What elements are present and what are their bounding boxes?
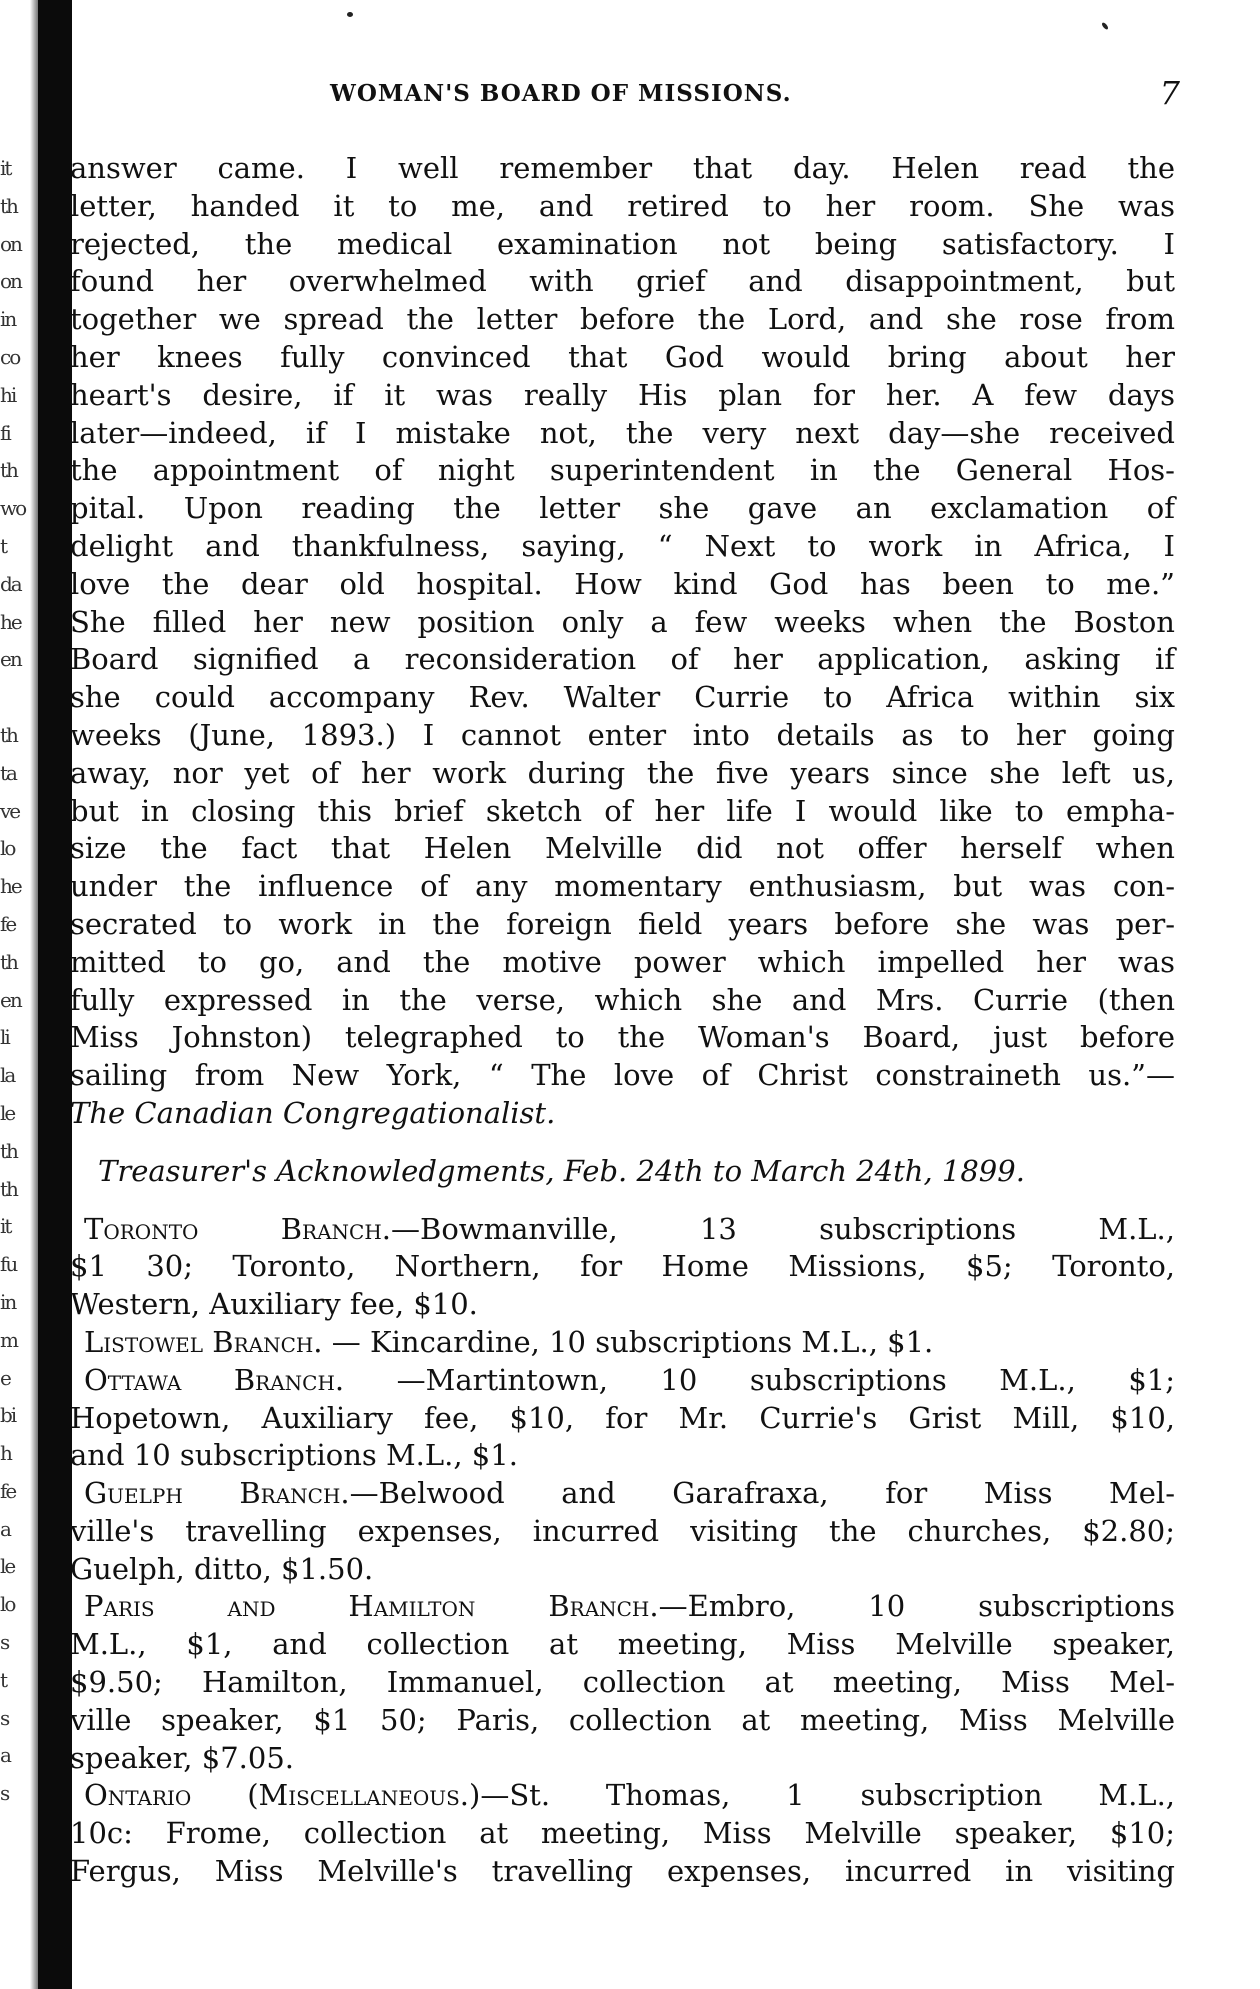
edge-fragment: e — [0, 1365, 10, 1390]
edge-fragment: fi — [0, 420, 10, 445]
acknowledgment-line — [70, 1437, 1175, 1475]
acknowledgment-line — [70, 1362, 1175, 1400]
acknowledgment-line — [70, 1513, 1175, 1551]
acknowledgment-text: —Bowmanville, 13 subscriptions M.L., — [391, 1211, 1175, 1246]
article-source: The Canadian Congregationalist. — [70, 1095, 556, 1130]
article-line: found her overwhelmed with grief and disappointment, but — [70, 264, 1175, 299]
acknowledgment-line — [70, 1475, 1175, 1513]
edge-fragment — [0, 679, 36, 717]
edge-fragment: it — [0, 156, 11, 180]
edge-fragment: th — [0, 1138, 17, 1163]
edge-fragment: t — [0, 1667, 7, 1692]
article-line: secrated to work in the foreign field years before she was per- — [70, 906, 1175, 941]
acknowledgment-text: —St. Thomas, 1 subscription M.L., — [480, 1778, 1176, 1813]
edge-fragment: wo — [0, 496, 26, 521]
edge-fragment: a — [0, 1743, 10, 1768]
acknowledgment-line — [70, 1777, 1175, 1815]
article-text — [70, 150, 1175, 1095]
branch-name: Guelph Branch. — [84, 1476, 350, 1511]
edge-fragment: h — [0, 1441, 11, 1466]
acknowledgment-line — [70, 1551, 1175, 1589]
edge-fragment: ve — [0, 798, 20, 823]
edge-fragment: s — [0, 1630, 9, 1655]
article-line: under the influence of any momentary enthusiasm, but was con- — [70, 869, 1175, 904]
edge-fragment: le — [0, 1100, 15, 1125]
article-line: Board signified a reconsideration of her application, asking if — [70, 642, 1175, 677]
article-line: heart's desire, if it was really His plan for her. A few days — [70, 377, 1175, 412]
edge-fragment: on — [0, 231, 21, 256]
edge-fragment: en — [0, 987, 21, 1012]
edge-fragment: lo — [0, 836, 15, 861]
edge-fragment: th — [0, 458, 17, 483]
acknowledgment-text: Fergus, Miss Melville's travelling expenses, incurred in visiting — [70, 1854, 1175, 1889]
article-line: fully expressed in the verse, which she and Mrs. Currie (then — [70, 982, 1175, 1017]
edge-fragment: a — [0, 1516, 10, 1541]
edge-fragment: th — [0, 1176, 17, 1201]
acknowledgment-text: —Belwood and Garafraxa, for Miss Mel- — [349, 1476, 1175, 1511]
article-line: her knees fully convinced that God would bring about her — [70, 339, 1175, 374]
edge-fragment: on — [0, 269, 21, 294]
acknowledgment-line — [70, 1740, 1175, 1778]
acknowledgment-text: —Embro, 10 subscriptions — [658, 1589, 1175, 1624]
acknowledgment-text: and 10 subscriptions M.L., $1. — [70, 1438, 518, 1473]
acknowledgment-text: Hopetown, Auxiliary fee, $10, for Mr. Currie's Grist Mill, $10, — [70, 1400, 1175, 1435]
article-line: pital. Upon reading the letter she gave an exclamation of — [70, 491, 1175, 526]
binding-gutter — [38, 0, 72, 1989]
branch-name: Toronto Branch. — [84, 1211, 392, 1246]
article-line: delight and thankfulness, saying, “ Next to work in Africa, I — [70, 528, 1175, 563]
edge-fragment: fe — [0, 911, 16, 936]
edge-fragment: th — [0, 722, 17, 747]
acknowledgment-line — [70, 1702, 1175, 1740]
branch-name: Ontario (Miscellaneous.) — [84, 1778, 481, 1813]
article-line: She filled her new position only a few weeks when the Boston — [70, 604, 1175, 639]
acknowledgment-line — [70, 1853, 1175, 1891]
acknowledgment-line — [70, 1248, 1175, 1286]
branch-name: Listowel Branch. — [84, 1324, 323, 1359]
edge-fragment: la — [0, 1063, 15, 1088]
acknowledgment-text: $9.50; Hamilton, Immanuel, collection at meeting, Miss Mel- — [70, 1665, 1175, 1700]
edge-fragment: li — [0, 1025, 9, 1050]
acknowledgment-line — [70, 1815, 1175, 1853]
article-line: she could accompany Rev. Walter Currie to Africa within six — [70, 680, 1175, 715]
edge-fragment: t — [0, 533, 7, 558]
edge-fragment: le — [0, 1554, 15, 1579]
acknowledgment-text: speaker, $7.05. — [70, 1740, 294, 1775]
branch-name: Ottawa Branch. — [84, 1362, 345, 1397]
acknowledgment-text: M.L., $1, and collection at meeting, Miss Melville speaker, — [70, 1627, 1175, 1662]
article-line: love the dear old hospital. How kind God has been to me.” — [70, 566, 1175, 601]
edge-fragment: th — [0, 949, 17, 974]
acknowledgment-line — [70, 1324, 1175, 1362]
edge-fragment: fe — [0, 1478, 16, 1503]
acknowledgment-text: 10c: Frome, collection at meeting, Miss Melville speaker, $10; — [70, 1816, 1175, 1851]
acknowledgment-text: Western, Auxiliary fee, $10. — [70, 1287, 478, 1322]
article-line: Miss Johnston) telegraphed to the Woman's Board, just before — [70, 1020, 1175, 1055]
acknowledgment-text: — Kincardine, 10 subscriptions M.L., $1. — [322, 1324, 934, 1359]
article-line: rejected, the medical examination not being satisfactory. I — [70, 226, 1175, 261]
acknowledgment-text: $1 30; Toronto, Northern, for Home Missions, $5; Toronto, — [70, 1249, 1175, 1284]
edge-fragment: s — [0, 1705, 9, 1730]
edge-fragment: ta — [0, 760, 16, 785]
branch-name: Paris and Hamilton Branch. — [84, 1589, 659, 1624]
article-line: together we spread the letter before the Lord, and she rose from — [70, 302, 1175, 337]
edge-fragment: fu — [0, 1252, 17, 1277]
edge-fragment: lo — [0, 1592, 15, 1617]
acknowledgment-line — [70, 1588, 1175, 1626]
article-line: letter, handed it to me, and retired to her room. She was — [70, 188, 1175, 223]
edge-fragment: en — [0, 647, 21, 672]
edge-fragment: hi — [0, 382, 16, 407]
edge-fragment: in — [0, 1289, 16, 1314]
edge-fragment: bi — [0, 1403, 16, 1428]
acknowledgment-line — [70, 1626, 1175, 1664]
edge-fragment: it — [0, 1214, 11, 1239]
acknowledgment-line — [70, 1664, 1175, 1702]
acknowledgments-heading: Treasurer's Acknowledgments, Feb. 24th to March 24th, 1899. — [98, 1153, 1025, 1188]
acknowledgment-text: Guelph, ditto, $1.50. — [70, 1551, 374, 1586]
acknowledgments-list — [70, 1211, 1175, 1891]
article-line: size the fact that Helen Melville did not offer herself when — [70, 831, 1175, 866]
page-number: 7 — [1159, 74, 1180, 112]
acknowledgment-line — [70, 1400, 1175, 1438]
edge-fragment: m — [0, 1327, 17, 1352]
article-line: weeks (June, 1893.) I cannot enter into details as to her going — [70, 717, 1175, 752]
book-page — [70, 0, 1190, 1989]
article-line: sailing from New York, “ The love of Christ constraineth us.”— — [70, 1058, 1175, 1093]
article-line: later—indeed, if I mistake not, the very next day—she received — [70, 415, 1175, 450]
article-line: mitted to go, and the motive power which impelled her was — [70, 944, 1175, 979]
edge-fragment: in — [0, 307, 16, 332]
edge-fragment: da — [0, 571, 21, 596]
acknowledgment-text: ville speaker, $1 50; Paris, collection at meeting, Miss Melville — [70, 1702, 1175, 1737]
acknowledgment-text: ville's travelling expenses, incurred visiting the churches, $2.80; — [70, 1513, 1175, 1548]
edge-fragment: he — [0, 874, 21, 899]
article-line: the appointment of night superintendent in the General Hos- — [70, 453, 1175, 488]
article-line: but in closing this brief sketch of her life I would like to empha- — [70, 793, 1175, 828]
facing-page-edge-text — [0, 150, 36, 1970]
article-line: answer came. I well remember that day. Helen read the — [70, 151, 1175, 185]
edge-fragment: co — [0, 344, 20, 369]
page-header — [70, 74, 1180, 120]
edge-fragment: th — [0, 193, 17, 218]
edge-fragment: he — [0, 609, 21, 634]
page-body — [70, 150, 1175, 1891]
acknowledgment-text: —Martintown, 10 subscriptions M.L., $1; — [344, 1362, 1176, 1397]
acknowledgment-line — [70, 1286, 1175, 1324]
edge-fragment: s — [0, 1781, 9, 1806]
running-head: WOMAN'S BOARD OF MISSIONS. — [330, 80, 792, 107]
article-line: away, nor yet of her work during the five years since she left us, — [70, 755, 1175, 790]
acknowledgment-line — [70, 1211, 1175, 1249]
